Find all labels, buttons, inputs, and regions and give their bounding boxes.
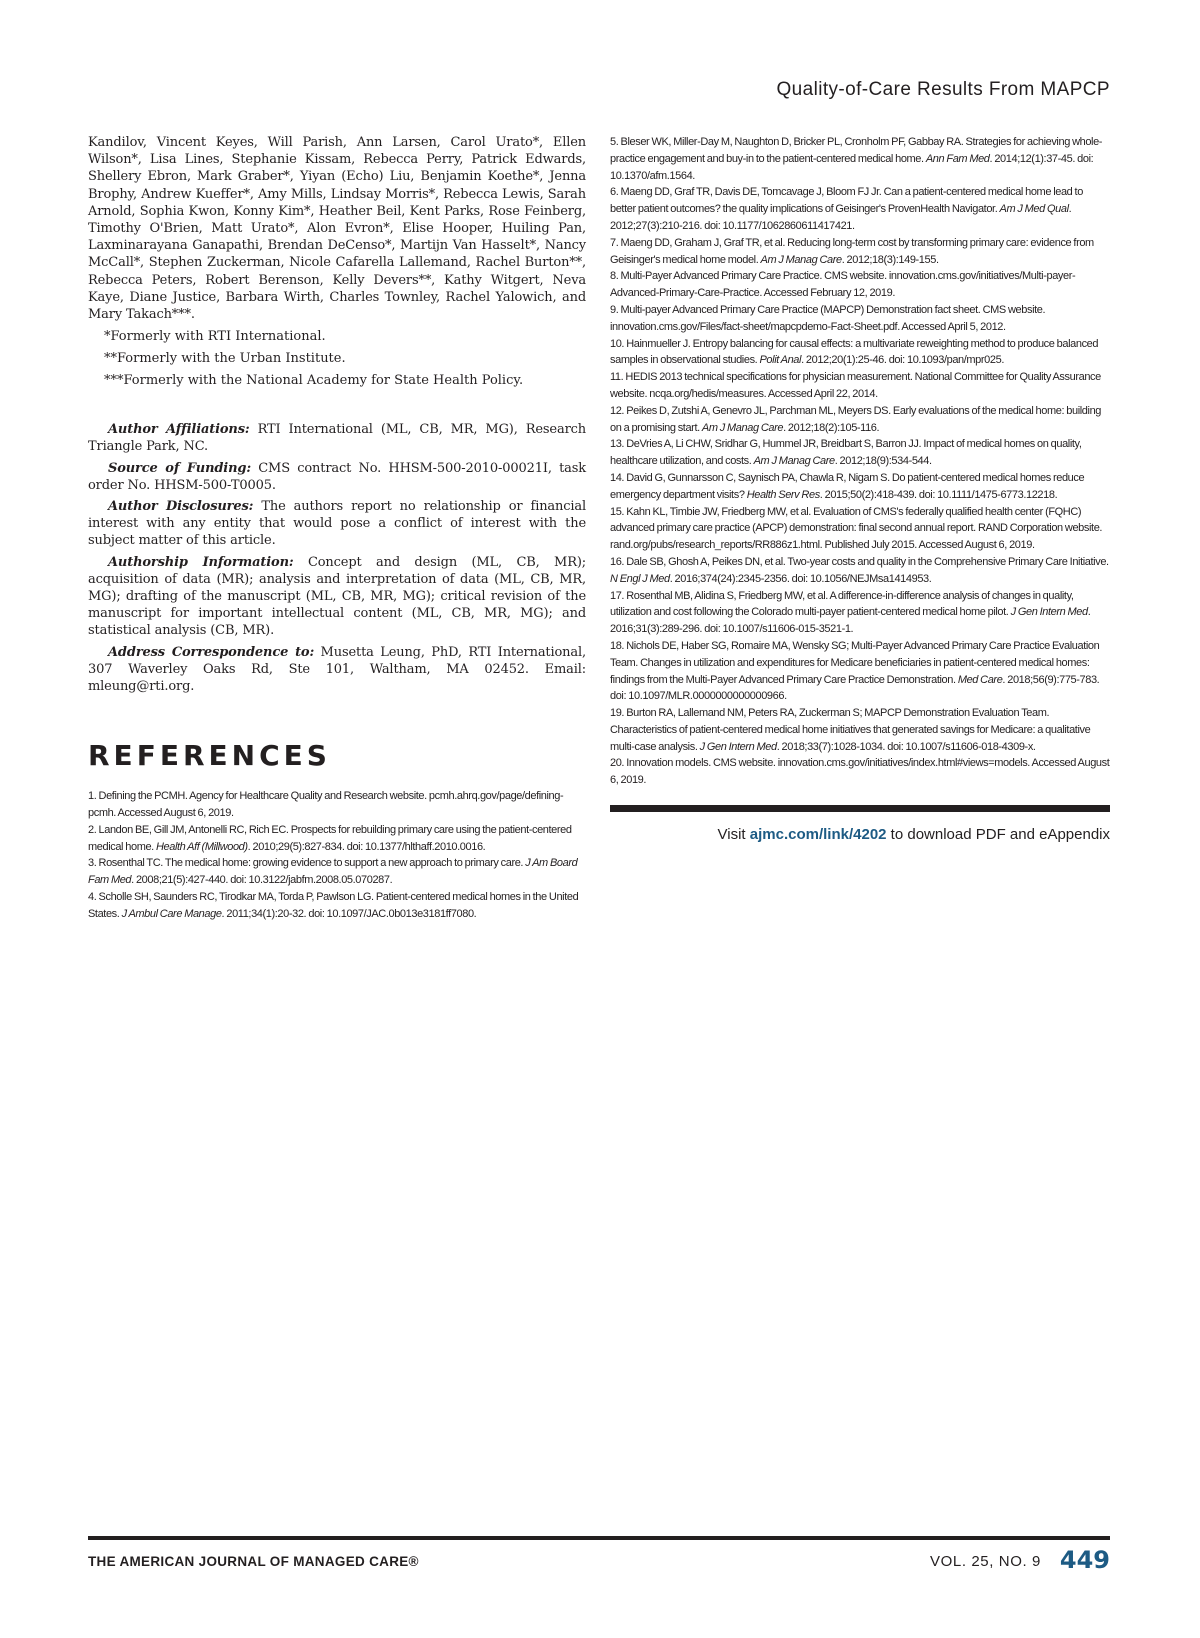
reference-journal: J Am Board Fam Med	[88, 857, 578, 887]
authorship-information	[88, 554, 586, 640]
source-of-funding	[88, 460, 586, 494]
right-column	[610, 134, 1110, 843]
reference-journal: J Ambul Care Manage	[121, 907, 222, 920]
reference-text: 1. Defining the PCMH. Agency for Healthcare Quality and Research website. pcmh.ahrq.gov/page/defining-pcmh. Accessed August 6, 2019.	[88, 790, 564, 820]
reference-text: 2. Landon BE, Gill JM, Antonelli RC, Rich EC. Prospects for rebuilding primary care using the patient-centered medical home.	[88, 823, 572, 853]
authorship-information-label: Authorship Information:	[108, 554, 294, 570]
reference-text: 3. Rosenthal TC. The medical home: growing evidence to support a new approach to primary care.	[88, 857, 526, 870]
reference-citation: . 2015;50(2):418-439. doi: 10.1111/1475-6773.12218.	[819, 488, 1058, 501]
references-list-right	[610, 134, 1110, 789]
author-affiliations-label: Author Affiliations:	[108, 422, 250, 438]
address-correspondence-text: Musetta Leung, PhD, RTI International, 307 Waverley Oaks Rd, Ste 101, Waltham, MA 02452. Email: mleung@rti.org.	[88, 644, 586, 695]
reference-item	[610, 184, 1110, 234]
reference-text: 6. Maeng DD, Graf TR, Davis DE, Tomcavage J, Bloom FJ Jr. Can a patient-centered medical home lead to better patient outcomes? the quality implications of Geisinger's ProvenHealth Navigator.	[610, 186, 1083, 216]
footer-divider	[88, 1536, 1110, 1540]
source-of-funding-text: CMS contract No. HHSM-500-2010-00021I, task order No. HHSM-500-T0005.	[88, 460, 587, 493]
reference-item	[88, 822, 586, 856]
reference-text: 5. Bleser WK, Miller-Day M, Naughton D, Bricker PL, Cronholm PF, Gabbay RA. Strategies for achieving whole-practice engagement and buy-in to the patient-centered medical home.	[610, 136, 1103, 165]
reference-citation: . 2018;56(9):775-783. doi: 10.1097/MLR.0000000000000966.	[610, 673, 1100, 703]
reference-citation: . 2012;27(3):210-216. doi: 10.1177/1062860611417421.	[610, 203, 1072, 232]
reference-citation: . 2016;31(3):289-296. doi: 10.1007/s11606-015-3521-1.	[610, 606, 1091, 636]
download-notice	[610, 826, 1110, 843]
reference-text: 9. Multi-payer Advanced Primary Care Practice (MAPCP) Demonstration fact sheet. CMS website. innovation.cms.gov/Files/fact-sheet/mapcpdemo-Fact-Sheet.pdf. Accessed April 5, 2012.	[610, 303, 1046, 333]
reference-text: 20. Innovation models. CMS website. innovation.cms.gov/initiatives/index.html#views=models. Accessed August 6, 2019.	[610, 757, 1110, 787]
reference-text: 4. Scholle SH, Saunders RC, Tirodkar MA, Torda P, Pawlson LG. Patient-centered medical homes in the United States.	[88, 891, 579, 920]
source-of-funding-label: Source of Funding:	[108, 460, 251, 476]
reference-text: 17. Rosenthal MB, Alidina S, Friedberg MW, et al. A difference-in-difference analysis of changes in quality, utilization and cost following the Colorado multi-payer patient-centered medical home pilot.	[610, 589, 1074, 619]
reference-text: 15. Kahn KL, Timbie JW, Friedberg MW, et al. Evaluation of CMS's federally qualified health center (FQHC) advanced primary care practice (APCP) demonstration: final second annual report. RAND Corporation website. rand.org/pubs/research_reports/RR886z1.html. Published July 2015. Accessed August 6, 2019.	[610, 505, 1103, 552]
footnote-rti: *Formerly with RTI International.	[104, 329, 326, 345]
author-affiliations-text: RTI International (ML, CB, MR, MG), Research Triangle Park, NC.	[88, 422, 586, 455]
reference-citation: . 2008;21(5):427-440. doi: 10.3122/jabfm.2008.05.070287.	[131, 874, 393, 887]
reference-journal: N Engl J Med	[610, 572, 670, 585]
reference-journal: J Gen Intern Med	[1010, 606, 1088, 619]
reference-journal: Am J Manag Care	[753, 455, 835, 468]
authorship-information-text: Concept and design (ML, CB, MR); acquisition of data (MR); analysis and interpretation of data (ML, CB, MR, MG); drafting of the manuscript (ML, CB, MR, MG); critical revision of the manuscript for important intellectual content (ML, CB, MR, MG); and statistical analysis (CB, MR).	[88, 554, 587, 639]
reference-journal: J Gen Intern Med	[699, 740, 777, 753]
reference-item	[610, 235, 1110, 269]
reference-journal: Am J Manag Care	[760, 253, 842, 266]
download-prefix: Visit	[717, 826, 750, 844]
reference-text: 12. Peikes D, Zutshi A, Genevro JL, Parchman ML, Meyers DS. Early evaluations of the medical home: building on a promising start.	[610, 404, 1102, 434]
reference-item	[610, 554, 1110, 588]
address-correspondence-label: Address Correspondence to:	[108, 644, 315, 660]
reference-item	[610, 369, 1110, 403]
footer-journal-name: THE AMERICAN JOURNAL OF MANAGED CARE®	[88, 1554, 419, 1569]
reference-item	[610, 268, 1110, 302]
reference-item	[610, 470, 1110, 504]
address-correspondence	[88, 644, 586, 696]
footer-volume: VOL. 25, NO. 9	[930, 1553, 1041, 1570]
download-link[interactable]: ajmc.com/link/4202	[749, 826, 887, 844]
reference-citation: . 2011;34(1):20-32. doi: 10.1097/JAC.0b013e3181ff7080.	[221, 907, 477, 920]
reference-citation: . 2012;18(3):149-155.	[841, 253, 939, 266]
reference-item	[610, 504, 1110, 554]
reference-journal: Med Care	[957, 673, 1003, 686]
references-list-left	[88, 788, 586, 922]
reference-text: 18. Nichols DE, Haber SG, Romaire MA, Wensky SG; Multi-Payer Advanced Primary Care Practice Evaluation Team. Changes in utilization and expenditures for Medicare beneficiaries in patient-centered medical homes: findings from the Multi-Payer Advanced Primary Care Practice Demonstration.	[610, 639, 1100, 686]
reference-text: 16. Dale SB, Ghosh A, Peikes DN, et al. Two-year costs and quality in the Comprehensive Primary Care Initiative.	[610, 555, 1109, 568]
reference-citation: . 2018;33(7):1028-1034. doi: 10.1007/s11606-018-4309-x.	[776, 740, 1036, 753]
reference-text: 14. David G, Gunnarsson C, Saynisch PA, Chawla R, Nigam S. Do patient-centered medical homes reduce emergency department visits?	[610, 471, 1085, 501]
download-suffix: to download PDF and eAppendix	[886, 826, 1110, 844]
reference-item	[610, 134, 1110, 184]
left-column	[88, 134, 586, 923]
reference-text: 10. Hainmueller J. Entropy balancing for causal effects: a multivariate reweighting method to produce balanced samples in observational studies.	[610, 337, 1099, 367]
reference-text: 7. Maeng DD, Graham J, Graf TR, et al. Reducing long-term cost by transforming primary care: evidence from Geisinger's medical home model.	[610, 236, 1094, 266]
footnote-nashp: ***Formerly with the National Academy for State Health Policy.	[104, 373, 524, 389]
reference-item	[610, 638, 1110, 705]
reference-item	[610, 436, 1110, 470]
reference-item	[610, 588, 1110, 638]
reference-item	[610, 755, 1110, 789]
reference-citation: . 2014;12(1):37-45. doi: 10.1370/afm.1564.	[610, 152, 1094, 182]
author-disclosures-label: Author Disclosures:	[108, 499, 254, 515]
references-heading: REFERENCES	[88, 739, 331, 773]
reference-text: 19. Burton RA, Lallemand NM, Peters RA, Zuckerman S; MAPCP Demonstration Evaluation Team. Characteristics of patient-centered medical home initiatives that generated savings for Medicare: a qualitative multi-case analysis.	[610, 707, 1091, 753]
reference-journal: Ann Fam Med	[925, 152, 990, 165]
reference-text: 13. DeVries A, Li CHW, Sridhar G, Hummel JR, Breidbart S, Barron JJ. Impact of medical homes on quality, healthcare utilization, and costs.	[610, 438, 1082, 468]
reference-text: 8. Multi-Payer Advanced Primary Care Practice. CMS website. innovation.cms.gov/initiatives/Multi-payer-Advanced-Primary-Care-Practice. Accessed February 12, 2019.	[610, 270, 1076, 300]
author-disclosures	[88, 498, 586, 550]
reference-citation: . 2016;374(24):2345-2356. doi: 10.1056/NEJMsa1414953.	[669, 572, 932, 585]
reference-item	[610, 302, 1110, 336]
reference-journal: Health Serv Res	[746, 488, 820, 501]
reference-journal: Am J Manag Care	[701, 421, 784, 434]
author-disclosures-text: The authors report no relationship or financial interest with any entity that would pose a conflict of interest with the subject matter of this article.	[88, 499, 586, 549]
reference-citation: . 2010;29(5):827-834. doi: 10.1377/hlthaff.2010.0016.	[247, 840, 486, 853]
reference-journal: Am J Med Qual	[999, 203, 1069, 216]
reference-item	[88, 855, 586, 889]
reference-journal: Polit Anal	[759, 354, 802, 367]
article-info	[88, 421, 586, 695]
reference-item	[610, 705, 1110, 755]
running-head: Quality-of-Care Results From MAPCP	[776, 79, 1110, 100]
reference-item	[610, 336, 1110, 370]
reference-journal: Health Aff (Millwood)	[156, 840, 248, 853]
author-affiliations	[88, 421, 586, 455]
reference-text: 11. HEDIS 2013 technical specifications for physician measurement. National Committee for Quality Assurance website. ncqa.org/hedis/measures. Accessed April 22, 2014.	[610, 371, 1101, 400]
reference-citation: . 2012;20(1):25-46. doi: 10.1093/pan/mpr025.	[801, 354, 1004, 367]
reference-item	[88, 889, 586, 923]
reference-citation: . 2012;18(2):105-116.	[783, 421, 880, 434]
acknowledgment-text: Kandilov, Vincent Keyes, Will Parish, Ann Larsen, Carol Urato*, Ellen Wilson*, Lisa Lines, Stephanie Kissam, Rebecca Perry, Patrick Edwards, Shellery Ebron, Mark Graber*, Yiyan (Echo) Liu, Benjamin Koethe*, Jenna Brophy, Andrew Kueffer*, Amy Mills, Lindsay Morris*, Rebecca Lewis, Sarah Arnold, Sophia Kwon, Konny Kim*, Heather Beil, Kent Parks, Rose Feinberg, Timothy O'Brien, Matt Urato*, Alon Evron*, Elise Hooper, Huiling Pan, Laxminarayana Ganapathi, Brendan DeCenso*, Martijn Van Hasselt*, Nancy McCall*, Stephen Zuckerman, Nicole Cafarella Lallemand, Rachel Burton**, Rebecca Peters, Robert Berenson, Kelly Devers**, Kathy Witgert, Neva Kaye, Diane Justice, Barbara Wirth, Charles Townley, Rachel Yalowich, and Mary Takach***.	[88, 135, 586, 323]
footnote-urban: **Formerly with the Urban Institute.	[104, 351, 346, 367]
section-divider	[610, 805, 1110, 812]
page-number: 449	[1059, 1546, 1110, 1574]
reference-citation: . 2012;18(9):534-544.	[834, 455, 932, 468]
reference-item	[88, 788, 586, 822]
reference-item	[610, 403, 1110, 437]
